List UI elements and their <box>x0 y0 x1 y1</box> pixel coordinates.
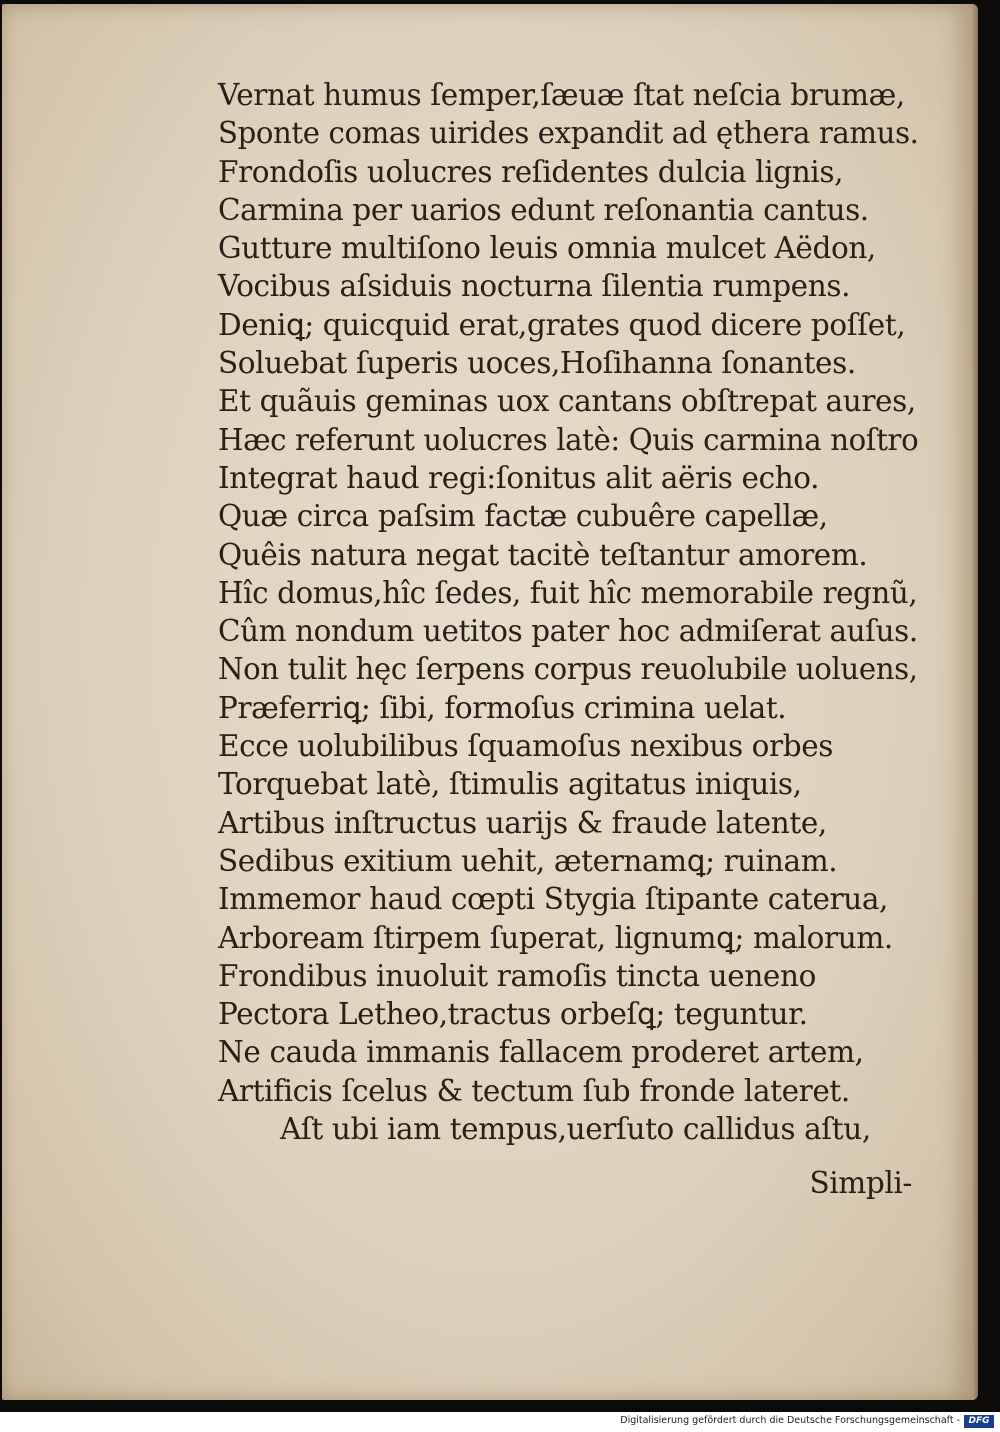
verse-line: Ne cauda immanis fallacem proderet artem, <box>218 1035 864 1070</box>
verse-line: Non tulit hęc ſerpens corpus reuolubile uoluens, <box>218 652 918 687</box>
verse-line: Sponte comas uirides expandit ad ęthera ramus. <box>218 116 919 151</box>
catchword: Simpli- <box>809 1166 912 1200</box>
verse-line: Quêis natura negat tacitè teſtantur amorem. <box>218 537 868 572</box>
verse-line: Immemor haud cœpti Stygia ſtipante caterua, <box>218 882 889 917</box>
verse-line: Gutture multiſono leuis omnia mulcet Aëdon, <box>218 231 876 266</box>
verse-line: Deniꝗ; quicquid erat,grates quod dicere poſſet, <box>218 307 906 342</box>
verse-line: Cûm nondum uetitos pater hoc admiſerat auſus. <box>218 614 918 649</box>
verse-text-block <box>218 76 918 1148</box>
verse-line: Et quãuis geminas uox cantans obſtrepat aures, <box>218 384 916 419</box>
digitization-footer <box>0 1412 1000 1432</box>
verse-line: Arboream ſtirpem ſuperat, lignumꝗ; malorum. <box>218 920 893 955</box>
verse-line: Carmina per uarios edunt reſonantia cantus. <box>218 192 869 227</box>
verse-line: Frondibus inuoluit ramoſis tincta ueneno <box>218 958 816 993</box>
verse-line: Hîc domus,hîc ſedes, fuit hîc memorabile regnũ, <box>218 575 918 610</box>
verse-line: Hæc referunt uolucres latè: Quis carmina noſtro <box>218 422 919 457</box>
page-edge <box>972 4 978 1400</box>
verse-line: Integrat haud regi:ſonitus alit aëris echo. <box>218 460 820 495</box>
verse-line: Præferriꝗ; ſibi, formoſus crimina uelat. <box>218 690 787 725</box>
verse-line: Soluebat ſuperis uoces,Hoſihanna ſonantes. <box>218 346 856 381</box>
verse-line: Frondoſis uolucres reſidentes dulcia lignis, <box>218 154 844 189</box>
verse-line: Artificis ſcelus & tectum ſub fronde lateret. <box>218 1073 850 1108</box>
verse-line: Torquebat latè, ſtimulis agitatus iniquis, <box>218 767 802 802</box>
verse-line: Ecce uolubilibus ſquamoſus nexibus orbes <box>218 729 834 764</box>
verse-line: Sedibus exitium uehit, æternamꝗ; ruinam. <box>218 843 838 878</box>
verse-line-indented: Aſt ubi iam tempus,uerſuto callidus aſtu, <box>280 1112 871 1147</box>
verse-line: Vocibus aſsiduis nocturna ſilentia rumpens. <box>218 269 851 304</box>
funding-credit: Digitalisierung gefördert durch die Deutsche Forschungsgemeinschaft - <box>620 1415 960 1426</box>
dfg-logo: DFG <box>964 1415 994 1428</box>
verse-line: Artibus inſtructus uarijs & fraude latente, <box>218 805 827 840</box>
verse-line: Pectora Letheo,tractus orbeſꝗ; teguntur. <box>218 997 808 1032</box>
verse-line: Vernat humus ſemper,ſæuæ ſtat neſcia brumæ, <box>218 78 905 112</box>
verse-line: Quæ circa paſsim factæ cubuêre capellæ, <box>218 499 828 534</box>
